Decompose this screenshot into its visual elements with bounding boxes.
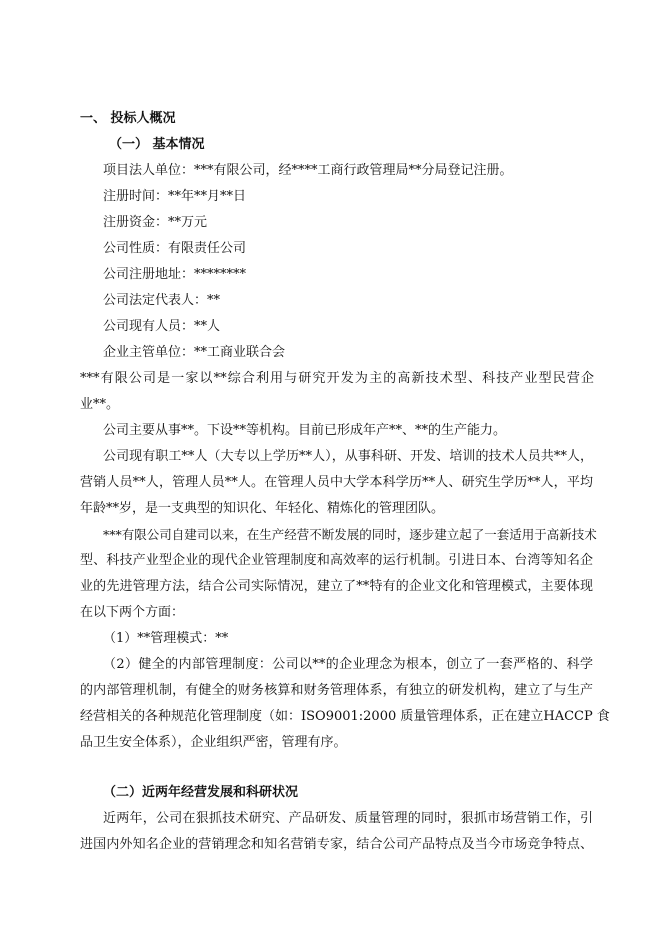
intro-paragraph-line: 业**。: [80, 397, 120, 412]
business-paragraph: 公司主要从事**。下设**等机构。目前已形成年产**、**的生产能力。: [103, 423, 507, 438]
section-2-title: （二）近两年经营发展和科研状况: [103, 785, 299, 800]
point-2-line: （2）健全的内部管理制度：公司以**的企业理念为根本，创立了一套严格的、科学: [103, 657, 593, 672]
management-paragraph-line: 业的先进管理方法，结合公司实际情况，建立了**特有的企业文化和管理模式，主要体现: [80, 579, 593, 594]
staff-paragraph-line: 营销人员**人，管理人员**人。在管理人员中大学本科学历**人、研究生学历**人，平均: [80, 475, 593, 490]
field-registered-address: 公司注册地址：********: [103, 267, 247, 282]
field-registered-capital: 注册资金：**万元: [103, 215, 208, 230]
field-legal-entity: 项目法人单位：***有限公司，经****工商行政管理局**分局登记注册。: [103, 163, 513, 178]
field-supervising-unit: 企业主管单位：**工商业联合会: [103, 345, 286, 360]
point-2-line: 品卫生安全体系），企业组织严密，管理有序。: [80, 735, 347, 750]
point-2-line: 的内部管理机制，有健全的财务核算和财务管理体系，有独立的研发机构，建立了与生产: [80, 683, 593, 698]
management-paragraph-line: ***有限公司自建司以来，在生产经营不断发展的同时，逐步建立起了一套适用于高新技术: [103, 527, 597, 542]
field-staff-count: 公司现有人员：**人: [103, 319, 221, 334]
intro-paragraph-line: ***有限公司是一家以**综合利用与研究开发为主的高新技术型、科技产业型民营企: [80, 371, 594, 386]
field-registration-date: 注册时间：**年**月**日: [103, 189, 247, 204]
management-paragraph-line: 型、科技产业型企业的现代企业管理制度和高效率的运行机制。引进日本、台湾等知名企: [80, 553, 593, 568]
management-paragraph-line: 在以下两个方面：: [80, 605, 185, 620]
point-1: （1）**管理模式：**: [103, 631, 229, 646]
staff-paragraph-line: 年龄**岁，是一支典型的知识化、年轻化、精炼化的管理团队。: [80, 501, 445, 516]
point-2-line: 经营相关的各种规范化管理制度（如：ISO9001:2000 质量管理体系，正在建立HACCP 食: [80, 709, 610, 724]
field-legal-representative: 公司法定代表人：**: [103, 293, 221, 308]
section-1-title: （一） 基本情况: [109, 137, 205, 152]
section-2-paragraph-line: 进国内外知名企业的营销理念和知名营销专家，结合公司产品特点及当今市场竞争特点、: [80, 837, 593, 852]
field-company-nature: 公司性质：有限责任公司: [103, 241, 247, 256]
staff-paragraph-line: 公司现有职工**人（大专以上学历**人），从事科研、开发、培训的技术人员共**人，: [103, 449, 593, 464]
section-2-paragraph-line: 近两年，公司在狠抓技术研究、产品研发、质量管理的同时，狠抓市场营销工作，引: [103, 811, 593, 826]
heading-1: 一、 投标人概况: [80, 111, 176, 126]
